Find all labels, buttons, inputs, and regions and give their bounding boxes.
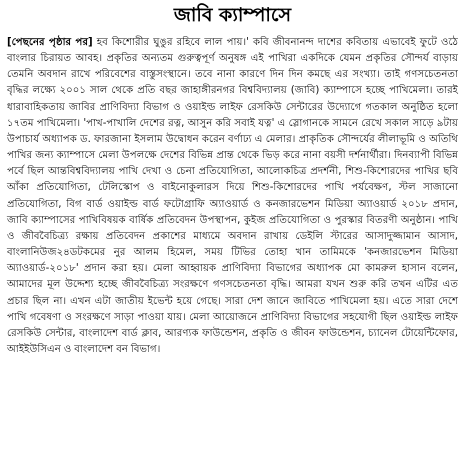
article-headline: জাবি ক্যাম্পাসে — [173, 4, 292, 26]
continuation-label: [পেছনের পৃষ্ঠার পর] — [7, 37, 93, 48]
article-body — [7, 35, 458, 358]
article-body-text: হব কিশোরীর ঘুঙুর রহিবে লাল পায়।' কবি জীবনানন্দ দাশের কবিতায় এভাবেই ফুটে ওঠে বাংলার চিরায়ত আবহ। প্রকৃতির অন্যতম গুরুত্বপূর্ণ অনুষঙ্গ এই পাখিরা একদিকে যেমন প্রকৃতির সৌন্দর্য বাড়ায় তেমনি অবদান রাখে পরিবেশের বাস্তুসংস্থানে। তবে নানা কারণে দিন দিন কমছে এর সংখ্যা। তাই গণসচেতনতা বৃদ্ধির লক্ষ্যে ২০০১ সাল থেকে প্রতি বছর জাহাঙ্গীরনগর বিশ্ববিদ্যালয় (জাবি) ক্যাম্পাসে হচ্ছে পাখিমেলা। তারই ধারাবাহিকতায় জাবির প্রাণিবিদ্যা বিভাগ ও ওয়াইল্ড লাইফ রেসকিউ সেন্টারের উদ্যোগে গতকাল অনুষ্ঠিত হলো ১৭তম পাখিমেলা। 'পাখ-পাখালি দেশের রত্ন, আসুন করি সবাই যত্ন' এ স্লোগানকে সামনে রেখে সকাল সাড়ে ৯টায় উপাচার্য অধ্যাপক ড. ফারজানা ইসলাম উদ্বোধন করেন বর্ণাঢ্য এ মেলার। প্রাকৃতিক সৌন্দর্যের লীলাভূমি ও অতিথি পাখির জন্য ক্যাম্পাসে মেলা উপলক্ষে দেশের বিভিন্ন প্রান্ত থেকে ভিড় করে নানা বয়সী দর্শনার্থীরা। দিনব্যাপী বিভিন্ন পর্বে ছিল আন্তবিশ্ববিদ্যালয় পাখি দেখা ও চেনা প্রতিযোগিতা, আলোকচিত্র প্রদর্শনী, শিশু-কিশোরদের পাখির ছবি আঁকা প্রতিযোগিতা, টেলিস্কোপ ও বাইনোকুলারস দিয়ে শিশু-কিশোরদের পাখি পর্যবেক্ষণ, স্টল সাজানো প্রতিযোগিতা, বিগ বার্ড ওয়াইল্ড বার্ড ফটোগ্রাফি অ্যাওয়ার্ড ও কনজারভেশন মিডিয়া অ্যাওয়ার্ড ২০১৮ প্রদান, জাবি ক্যাম্পাসের পাখিবিষয়ক বার্ষিক প্রতিবেদন উপস্থাপন, কুইজ প্রতিযোগিতা ও পুরস্কার বিতরণী অনুষ্ঠান। পাখি ও জীববৈচিত্র্য রক্ষায় প্রতিবেদন প্রকাশের মাধ্যমে অবদান রাখায় ডেইলি স্টারের আসাদুজ্জামান আসাদ, বাংলানিউজ২৪ডটকমের নুর আলম হিমেল, সময় টিভির তোহা খান তামিমকে 'কনজারভেশন মিডিয়া অ্যাওয়ার্ড-২০১৮' প্রদান করা হয়। মেলা আহ্বায়ক প্রাণিবিদ্যা বিভাগের অধ্যাপক মো কামরুল হাসান বলেন, আমাদের মূল উদ্দেশ্য হচ্ছে জীববৈচিত্র্য সংরক্ষণে গণসচেতনতা বৃদ্ধি। আমরা যখন শুরু করি তখন এটির এত প্রচার ছিল না। এখন এটা জাতীয় ইভেন্ট হয়ে গেছে। সারা দেশ জানে জাবিতে পাখিমেলা হয়। এতে সারা দেশে পাখি গবেষণা ও সংরক্ষণে সাড়া পাওয়া যায়। মেলা আয়োজনে প্রাণিবিদ্যা বিভাগের সহযোগী ছিল ওয়াইল্ড লাইফ রেসকিউ সেন্টার, বাংলাদেশ বার্ড ক্লাব, আরণ্যক ফাউন্ডেশন, প্রকৃতি ও জীবন ফাউন্ডেশন, চ্যানেল টোয়েন্টিফোর, আইইউসিএন ও বাংলাদেশ বন বিভাগ। — [7, 37, 458, 355]
